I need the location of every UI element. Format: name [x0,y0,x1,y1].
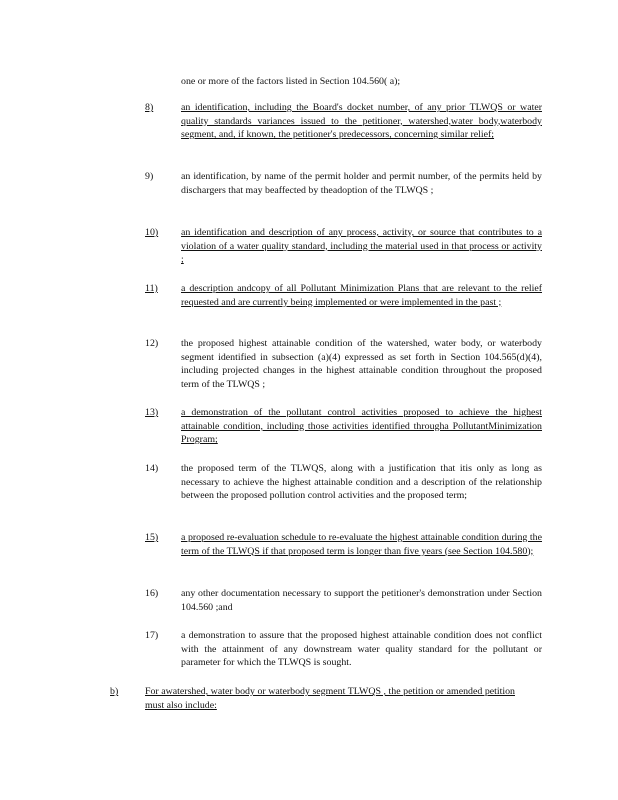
item-text: the proposed highest attainable condition of the watershed, water body, or waterbody segment identified in subsection (a)(4) expressed as set forth in Section 104.565(d)(4), including projected changes in the highest attainable condition throughout the proposed term of the TLWQS ; [181,338,542,390]
item-number: 16) [145,588,159,599]
item-number: 11) [145,283,158,294]
item-text: an identification, by name of the permit holder and permit number, of the permits held by dischargers that may beaffected by theadoption of the TLWQS ; [181,171,542,196]
item-number: 14) [145,463,159,474]
item-number: 15) [145,532,159,543]
item-text: any other documentation necessary to support the petitioner's demonstration under Section 104.560 ;and [181,588,542,613]
subsection-text: For awatershed, water body or waterbody segment TLWQS , the petition or amended petition must also include: [145,686,515,711]
item-number: 8) [145,102,154,113]
item-number: 10) [145,227,159,238]
item-text: an identification and description of any process, activity, or source that contributes to a violation of a water quality standard, including the material used in that process or activity ; [181,227,542,266]
item-text: a description andcopy of all Pollutant Minimization Plans that are relevant to the relief requested and are currently being implemented or were implemented in the past ; [181,283,542,308]
item-text: an identification, including the Board's docket number, of any prior TLWQS or water quality standards variances issued to the petitioner, watershed,water body,waterbody segment, and, if known, the petitioner's predecessors, concerning similar relief; [181,102,542,141]
item-text: the proposed term of the TLWQS, along with a justification that itis only as long as necessary to achieve the highest attainable condition and a description of the relationship between the proposed pollution control activities and the proposed term; [181,463,542,502]
item-number: 13) [145,407,159,418]
item-text: a proposed re-evaluation schedule to re-evaluate the highest attainable condition during the term of the TLWQS if that proposed term is longer than five years (see Section 104.580); [181,532,542,557]
item-text: a demonstration to assure that the proposed highest attainable condition does not conflict with the attainment of any downstream water quality standard for the pollutant or parameter for which the TLWQS is sought. [181,630,542,669]
continuation-text: one or more of the factors listed in Section 104.560( a); [181,76,401,87]
item-text: a demonstration of the pollutant control activities proposed to achieve the highest attainable condition, including those activities identified througha PollutantMinimization Program; [181,407,542,446]
subsection-number: b) [110,686,119,697]
item-number: 17) [145,630,159,641]
item-number: 12) [145,338,159,349]
item-number: 9) [145,171,154,182]
